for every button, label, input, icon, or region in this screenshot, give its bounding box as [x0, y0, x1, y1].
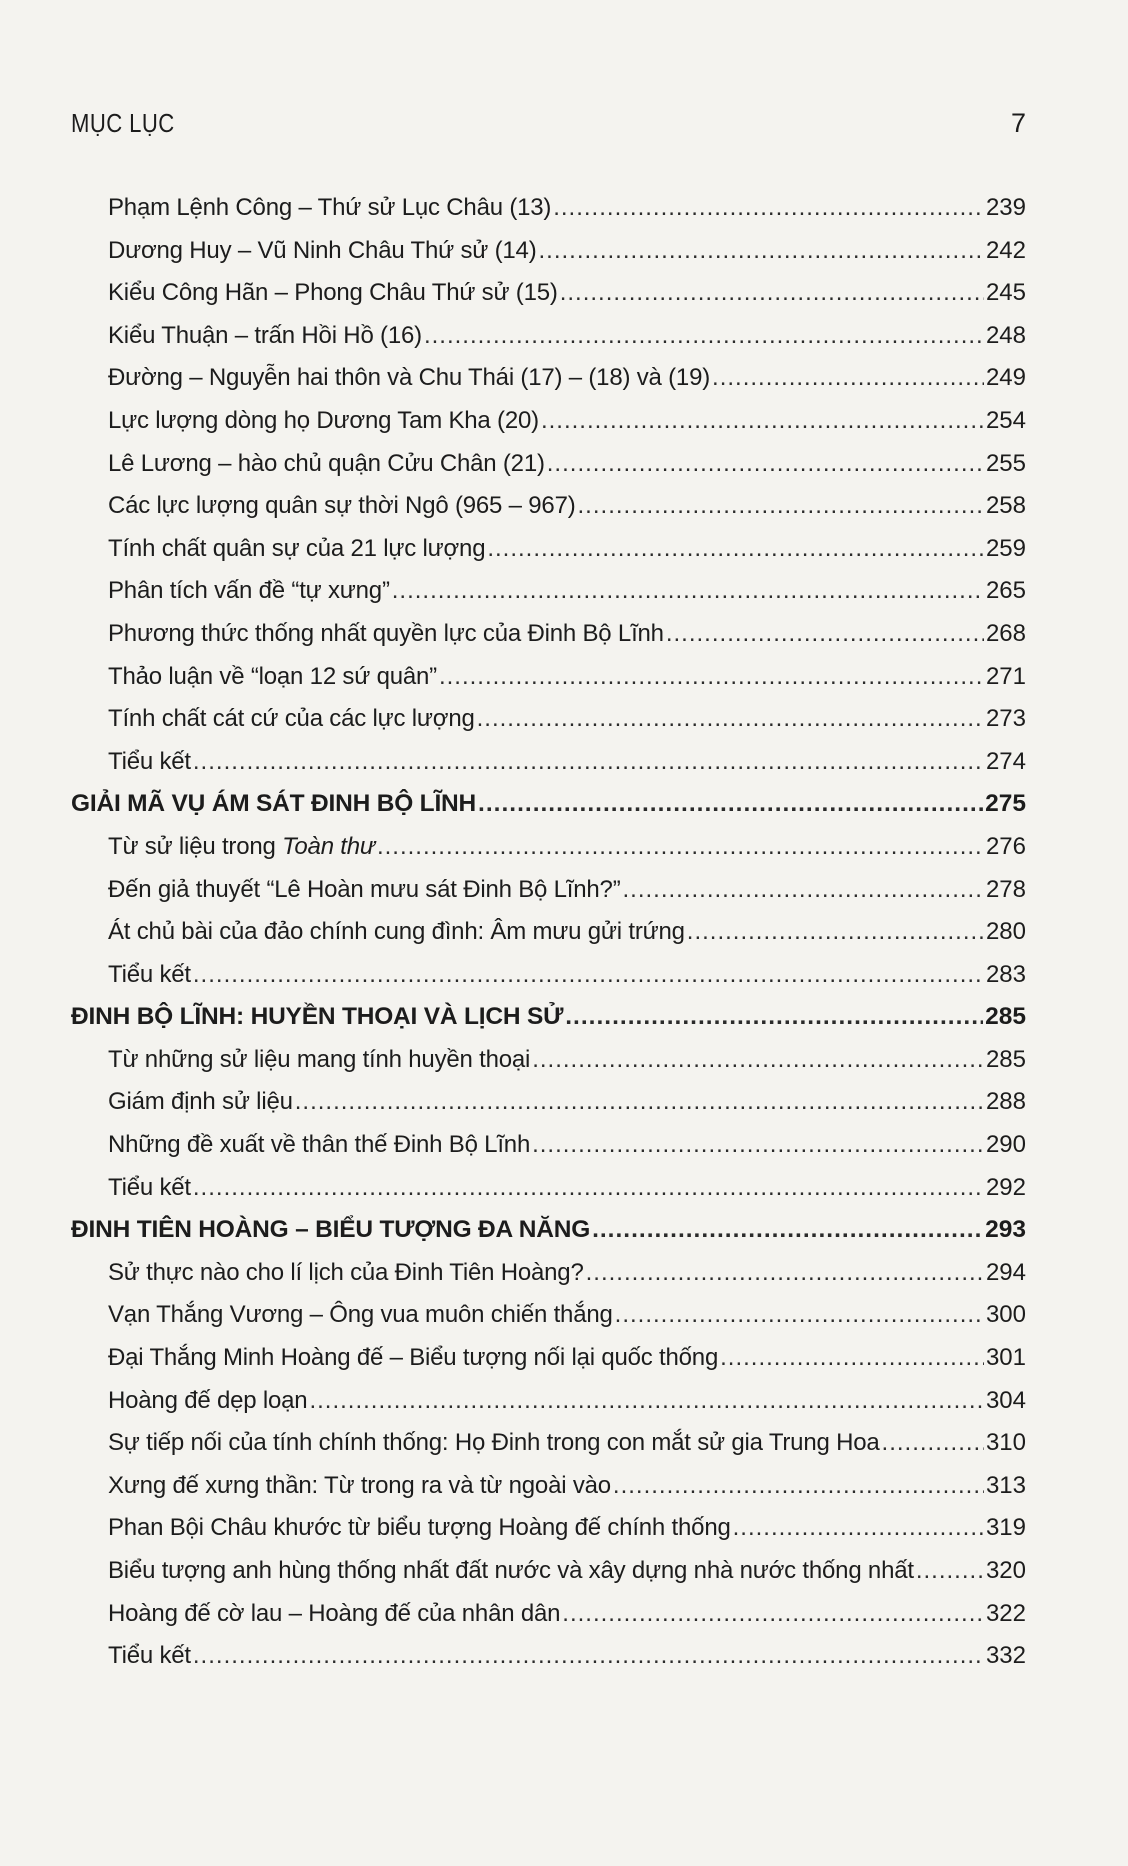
toc-entry-text: Lực lượng dòng họ Dương Tam Kha (20) [108, 406, 539, 434]
toc-chapter-row [71, 1216, 1026, 1259]
toc-entry-text: Đường – Nguyễn hai thôn và Chu Thái (17) – (18) và (19) [108, 364, 711, 392]
toc-page-number: 290 [985, 1131, 1026, 1159]
toc-entry-label [108, 918, 685, 946]
dot-leader [666, 620, 984, 648]
toc-entry-row [71, 1557, 1026, 1600]
dot-leader [623, 876, 984, 904]
toc-entry-row [71, 1387, 1026, 1430]
toc-entry-label [108, 1557, 914, 1585]
toc-entry-text: Xưng đế xưng thần: Từ trong ra và từ ngoài vào [108, 1471, 611, 1499]
dot-leader [613, 1472, 984, 1500]
toc-entry-text: Phan Bội Châu khước từ biểu tượng Hoàng đế chính thống [108, 1514, 731, 1542]
toc-entry-text: Vạn Thắng Vương – Ông vua muôn chiến thắng [108, 1301, 613, 1329]
toc-entry-text: Dương Huy – Vũ Ninh Châu Thứ sử (14) [108, 236, 537, 264]
toc-entry-italic-text: Toàn thư [282, 832, 375, 860]
toc-page-number: 259 [985, 534, 1026, 562]
toc-entry-label [108, 279, 558, 307]
dot-leader [547, 450, 984, 478]
toc-page-number: 258 [985, 492, 1026, 520]
toc-entry-label [108, 577, 390, 605]
toc-entry-row [71, 279, 1026, 322]
toc-page-number: 274 [985, 747, 1026, 775]
toc-entry-text: Tiểu kết [108, 1642, 191, 1670]
dot-leader [439, 663, 984, 691]
page-header [71, 108, 1026, 148]
toc-entry-text: Thảo luận về “loạn 12 sứ quân” [108, 662, 437, 690]
toc-entry-row [71, 492, 1026, 535]
dot-leader [532, 1046, 984, 1074]
dot-leader [916, 1557, 984, 1585]
toc-entry-label [108, 194, 551, 222]
toc-entry-text: ĐINH BỘ LĨNH: HUYỀN THOẠI VÀ LỊCH SỬ [71, 1003, 564, 1031]
toc-entry-text: Đến giả thuyết “Lê Hoàn mưu sát Đinh Bộ Lĩnh?” [108, 875, 621, 903]
dot-leader [553, 194, 984, 222]
toc-entry-label [108, 1301, 613, 1329]
toc-entry-row [71, 620, 1026, 663]
toc-entry-label [108, 322, 422, 350]
toc-entry-row [71, 364, 1026, 407]
toc-entry-text: Tính chất cát cứ của các lực lượng [108, 705, 475, 733]
toc-entry-row [71, 194, 1026, 237]
toc-entry-row [71, 918, 1026, 961]
toc-entry-row [71, 1429, 1026, 1472]
toc-entry-label [108, 1429, 880, 1457]
toc-page-number: 254 [985, 406, 1026, 434]
toc-entry-text: Sự tiếp nối của tính chính thống: Họ Đinh trong con mắt sử gia Trung Hoa [108, 1429, 880, 1457]
toc-page-number: 332 [985, 1642, 1026, 1670]
toc-entry-text: Tiểu kết [108, 747, 191, 775]
toc-entry-text: Các lực lượng quân sự thời Ngô (965 – 967) [108, 492, 576, 520]
dot-leader [377, 833, 984, 861]
toc-page-number: 280 [985, 918, 1026, 946]
dot-leader [193, 961, 984, 989]
toc-entry-label [108, 1642, 191, 1670]
toc-entry-text: Biểu tượng anh hùng thống nhất đất nước và xây dựng nhà nước thống nhất [108, 1557, 914, 1584]
toc-entry-row [71, 1301, 1026, 1344]
toc-page-number: 294 [985, 1258, 1026, 1286]
dot-leader [193, 1174, 984, 1202]
toc-page-number: 283 [985, 960, 1026, 988]
toc-entry-row [71, 1046, 1026, 1089]
toc-page-number: 292 [985, 1173, 1026, 1201]
toc-entry-label [108, 1259, 584, 1287]
toc-entry-row [71, 1642, 1026, 1685]
toc-entry-row [71, 322, 1026, 365]
toc-entry-row [71, 961, 1026, 1004]
toc-entry-row [71, 663, 1026, 706]
toc-entry-text: Những đề xuất về thân thế Đinh Bộ Lĩnh [108, 1131, 531, 1159]
dot-leader [565, 1003, 983, 1031]
toc-page-number: 310 [985, 1429, 1026, 1457]
dot-leader [532, 1131, 984, 1159]
dot-leader [477, 705, 984, 733]
toc-entry-text: GIẢI MÃ VỤ ÁM SÁT ĐINH BỘ LĨNH [71, 790, 477, 818]
toc-page-number: 300 [985, 1301, 1026, 1329]
dot-leader [478, 790, 983, 818]
toc-entry-text: Hoàng đế dẹp loạn [108, 1386, 308, 1414]
toc-entry-row [71, 1600, 1026, 1643]
toc-entry-text: Tính chất quân sự của 21 lực lượng [108, 534, 486, 562]
toc-entry-label [108, 535, 485, 563]
dot-leader [615, 1301, 984, 1329]
toc-page-number: 249 [985, 364, 1026, 392]
toc-chapter-row [71, 1003, 1026, 1046]
toc-page-number: 313 [985, 1471, 1026, 1499]
toc-page-number: 275 [985, 790, 1026, 818]
toc-entry-text: Từ những sử liệu mang tính huyền thoại [108, 1045, 531, 1073]
toc-entry-text: Phân tích vấn đề “tự xưng” [108, 577, 390, 605]
toc-page-number: 276 [985, 832, 1026, 860]
toc-page-number: 242 [985, 236, 1026, 264]
toc-page-number: 322 [985, 1599, 1026, 1627]
toc-page-number: 278 [985, 875, 1026, 903]
toc-page-number: 304 [985, 1386, 1026, 1414]
toc-entry-text: Kiểu Thuận – trấn Hồi Hồ (16) [108, 321, 422, 349]
toc-entry-text: Sử thực nào cho lí lịch của Đinh Tiên Hoàng? [108, 1258, 584, 1286]
toc-entry-row [71, 1344, 1026, 1387]
toc-entry-label [108, 1088, 293, 1116]
toc-entry-label [108, 833, 375, 861]
toc-entry-label [108, 876, 621, 904]
toc-entry-label [108, 1046, 530, 1074]
toc-entry-label [108, 663, 437, 691]
toc-page-number: 245 [985, 279, 1026, 307]
toc-entry-row [71, 833, 1026, 876]
toc-entry-row [71, 450, 1026, 493]
toc-entry-label [108, 492, 576, 520]
toc-entry-row [71, 1131, 1026, 1174]
dot-leader [392, 577, 984, 605]
toc-entry-row [71, 876, 1026, 919]
dot-leader [733, 1514, 984, 1542]
toc-page-number: 288 [985, 1088, 1026, 1116]
toc-entry-label [108, 1472, 611, 1500]
toc-entry-text: Phương thức thống nhất quyền lực của Đinh Bộ Lĩnh [108, 619, 664, 647]
toc-entry-text: Giám định sử liệu [108, 1088, 293, 1116]
toc-page-number: 285 [985, 1003, 1026, 1031]
toc-entry-row [71, 705, 1026, 748]
toc-entry-label [108, 237, 536, 265]
toc-entry-label [108, 1174, 191, 1202]
toc-page-number: 319 [985, 1514, 1026, 1542]
dot-leader [193, 748, 984, 776]
toc-entry-label [108, 961, 191, 989]
toc-page-number: 255 [985, 449, 1026, 477]
toc-entry-text: Kiểu Công Hãn – Phong Châu Thứ sử (15) [108, 279, 558, 307]
dot-leader [193, 1642, 984, 1670]
toc-page-number: 301 [985, 1344, 1026, 1372]
toc-entry-row [71, 1472, 1026, 1515]
toc-page-number: 293 [985, 1216, 1026, 1244]
dot-leader [720, 1344, 984, 1372]
toc-entry-label [108, 1514, 731, 1542]
toc-page-number: 268 [985, 619, 1026, 647]
toc-entry-label [108, 620, 664, 648]
toc-entry-row [71, 1514, 1026, 1557]
toc-entry-label [108, 748, 191, 776]
toc-entry-label [108, 364, 710, 392]
table-of-contents [71, 194, 1026, 1685]
toc-chapter-row [71, 790, 1026, 833]
toc-entry-text: Lê Lương – hào chủ quận Cửu Chân (21) [108, 449, 545, 477]
toc-entry-label [108, 450, 545, 478]
toc-entry-text: Tiểu kết [108, 960, 191, 988]
toc-entry-label [108, 1387, 307, 1415]
toc-page-number: 248 [985, 321, 1026, 349]
toc-entry-text: Tiểu kết [108, 1173, 191, 1201]
toc-entry-text: Át chủ bài của đảo chính cung đình: Âm mưu gửi trứng [108, 918, 685, 946]
dot-leader [592, 1216, 983, 1244]
dot-leader [541, 407, 984, 435]
dot-leader [882, 1429, 984, 1457]
toc-page-number: 320 [985, 1557, 1026, 1584]
toc-page-number: 265 [985, 577, 1026, 605]
toc-entry-row [71, 237, 1026, 280]
toc-entry-row [71, 1259, 1026, 1302]
dot-leader [538, 237, 983, 265]
toc-entry-text: Hoàng đế cờ lau – Hoàng đế của nhân dân [108, 1599, 561, 1627]
toc-entry-label [71, 790, 476, 818]
dot-leader [712, 364, 984, 392]
toc-page-number: 239 [985, 194, 1026, 221]
toc-entry-text: Phạm Lệnh Công – Thứ sử Lục Châu (13) [108, 194, 552, 221]
toc-entry-text: ĐINH TIÊN HOÀNG – BIỂU TƯỢNG ĐA NĂNG [71, 1216, 591, 1244]
dot-leader [295, 1088, 984, 1116]
dot-leader [562, 1600, 984, 1628]
toc-page-number: 285 [985, 1045, 1026, 1073]
toc-entry-label [71, 1003, 563, 1031]
toc-entry-row [71, 1088, 1026, 1131]
toc-page-number: 271 [985, 662, 1026, 690]
toc-entry-label [108, 705, 475, 733]
dot-leader [687, 918, 984, 946]
toc-entry-text: Từ sử liệu trong [108, 832, 283, 860]
toc-entry-row [71, 1174, 1026, 1217]
dot-leader [309, 1387, 984, 1415]
toc-entry-label [108, 407, 539, 435]
page-number: 7 [1010, 108, 1026, 138]
page-title: MỤC LỤC [71, 108, 175, 138]
toc-entry-label [71, 1216, 590, 1244]
toc-entry-row [71, 535, 1026, 578]
toc-entry-row [71, 748, 1026, 791]
toc-page-number: 273 [985, 705, 1026, 733]
toc-entry-text: Đại Thắng Minh Hoàng đế – Biểu tượng nối lại quốc thống [108, 1344, 719, 1372]
toc-entry-label [108, 1131, 530, 1159]
toc-entry-label [108, 1600, 560, 1628]
toc-entry-row [71, 407, 1026, 450]
toc-entry-label [108, 1344, 718, 1372]
toc-entry-row [71, 577, 1026, 620]
dot-leader [424, 322, 984, 350]
dot-leader [487, 535, 984, 563]
dot-leader [578, 492, 984, 520]
dot-leader [586, 1259, 984, 1287]
dot-leader [560, 279, 984, 307]
